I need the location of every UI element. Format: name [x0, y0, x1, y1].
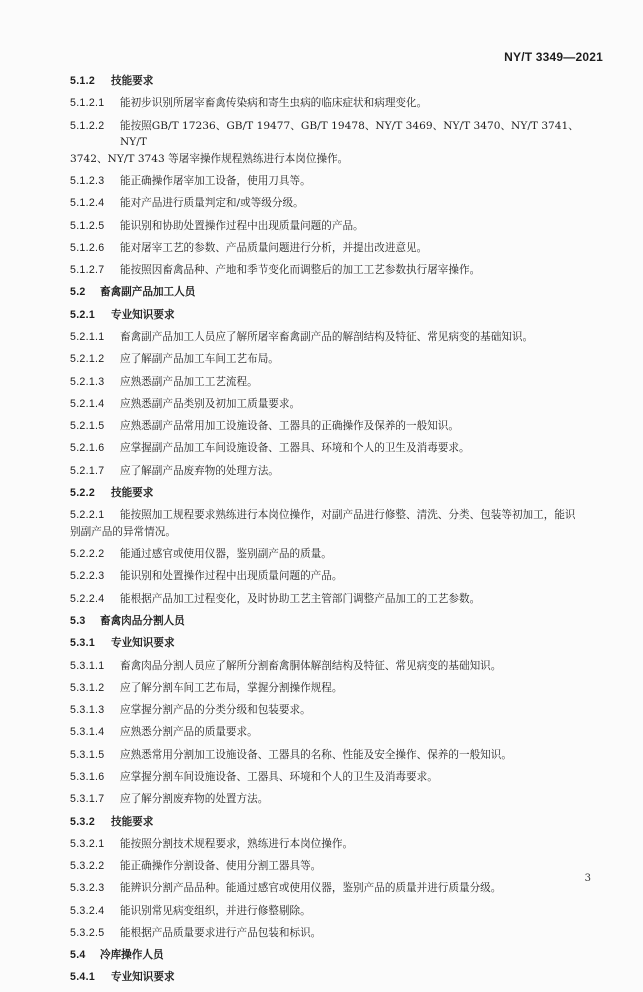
clause-text-line: 能根据产品加工过程变化，及时协助工艺主管部门调整产品加工的工艺参数。: [120, 592, 481, 605]
clause-text: [120, 903, 602, 920]
clause-number: 5.4.1: [70, 971, 96, 984]
clause-text: [120, 262, 602, 279]
clause-text-continuation: 别副产品的异常情况。: [70, 525, 176, 538]
clause-number: 5.1.2.3: [70, 175, 105, 188]
clause-item: [70, 95, 602, 112]
clause-item: [70, 747, 602, 764]
clause-text: [111, 73, 602, 90]
section-heading: [70, 969, 602, 986]
clause-number: 5.3.1.7: [70, 793, 105, 806]
clause-text-line: 技能要求: [111, 75, 154, 87]
clause-item: [70, 118, 602, 168]
clause-text: [120, 195, 602, 212]
clause-text-line: 畜禽肉品分割人员: [100, 614, 185, 627]
section-heading: [70, 613, 602, 630]
clause-text-line: 畜禽副产品加工人员应了解所屠宰畜禽副产品的解剖结构及特征、常见病变的基础知识。: [120, 331, 534, 343]
section-heading: [70, 485, 602, 502]
clause-number: 5.3.2.5: [70, 926, 105, 939]
standard-number-header: NY/T 3349—2021: [504, 50, 603, 64]
clause-number: 5.1.2.2: [70, 119, 105, 132]
clause-number: 5.2.1: [70, 308, 96, 321]
clause-item: [70, 262, 602, 279]
clause-number: 5.3.1: [70, 637, 96, 650]
clause-number: 5.2.2.1: [70, 509, 105, 522]
clause-number: 5.1.2.7: [70, 264, 105, 277]
clause-item: [70, 507, 602, 540]
clause-text: [120, 240, 602, 257]
clause-text: [120, 591, 602, 608]
clause-text: [100, 613, 602, 630]
clause-text-line: 冷库操作人员: [100, 949, 164, 962]
clause-item: [70, 791, 602, 808]
clause-text: [111, 485, 602, 502]
clause-number: 5.1.2.6: [70, 241, 105, 254]
clause-text-line: 应熟悉分割产品的质量要求。: [120, 726, 258, 739]
clause-number: 5.3.1.1: [70, 659, 105, 672]
clause-number: 5.2.1.4: [70, 397, 105, 410]
clause-text-line: 应掌握分割产品的分类分级和包装要求。: [120, 704, 311, 717]
clause-text-line: 能按照加工规程要求熟练进行本岗位操作，对副产品进行修整、清洗、分类、包装等初加工，能识: [120, 509, 576, 522]
section-heading: [70, 284, 602, 301]
clause-text: [120, 747, 602, 764]
clause-item: [70, 546, 602, 563]
clause-number: 5.2.1.1: [70, 331, 105, 343]
clause-text: [120, 351, 602, 368]
clause-text-line: 应熟悉常用分割加工设施设备、工器具的名称、性能及安全操作、保养的一般知识。: [120, 748, 512, 761]
clause-item: [70, 351, 602, 368]
clause-text-line: 应掌握分割车间设施设备、工器具、环境和个人的卫生及消毒要求。: [120, 770, 438, 783]
clause-text-line: 应了解分割废弃物的处置方法。: [120, 793, 269, 806]
clause-item: [70, 658, 602, 675]
clause-text: [111, 969, 602, 986]
clause-text: [111, 635, 602, 652]
clause-text: [120, 440, 602, 457]
clause-number: 5.3.1.3: [70, 704, 105, 717]
section-heading: [70, 814, 602, 831]
clause-text: [120, 925, 602, 942]
clause-text-line: 应了解副产品加工车间工艺布局。: [120, 353, 279, 366]
clause-item: [70, 591, 602, 608]
clause-number: 5.3.2: [70, 815, 96, 828]
clause-text-line: 专业知识要求: [111, 637, 175, 650]
clause-number: 5.3: [70, 614, 86, 627]
clause-item: [70, 836, 602, 853]
clause-text: [120, 836, 602, 853]
clause-item: [70, 418, 602, 435]
clause-text-line: 能对屠宰工艺的参数、产品质量问题进行分析，并提出改进意见。: [120, 241, 428, 254]
clause-text-line: 能对产品进行质量判定和/或等级分级。: [120, 197, 304, 210]
clause-text-line: 应掌握副产品加工车间设施设备、工器具、环境和个人的卫生及消毒要求。: [120, 442, 470, 455]
clause-text-line: 能按照因畜禽品种、产地和季节变化而调整后的加工工艺参数执行屠宰操作。: [120, 264, 481, 277]
clause-number: 5.3.2.4: [70, 904, 105, 917]
clause-text-line: 能初步识别所屠宰畜禽传染病和寄生虫病的临床症状和病理变化。: [120, 97, 428, 110]
clause-text: [100, 947, 602, 964]
section-heading: [70, 307, 602, 324]
clause-item: [70, 880, 602, 897]
page-number: 3: [584, 873, 591, 884]
clause-text-line: 能通过感官或使用仪器，鉴别副产品的质量。: [120, 548, 332, 561]
clause-number: 5.1.2: [70, 75, 96, 87]
clause-text: [111, 814, 602, 831]
clause-text-line: 技能要求: [111, 486, 154, 499]
clause-text-line: 畜禽肉品分割人员应了解所分割畜禽胴体解剖结构及特征、常见病变的基础知识。: [120, 659, 502, 672]
clause-text: [120, 791, 602, 808]
clause-number: 5.1.2.1: [70, 97, 105, 110]
clause-text: [120, 396, 602, 413]
clause-text-line: 专业知识要求: [111, 971, 175, 984]
clause-number: 5.2.2.4: [70, 592, 105, 605]
clause-text: [120, 418, 602, 435]
clause-text: [120, 724, 602, 741]
clause-number: 5.2.2.2: [70, 548, 105, 561]
clause-text: [120, 95, 602, 112]
clause-text-line: 应了解副产品废弃物的处理方法。: [120, 464, 279, 477]
clause-text: [120, 680, 602, 697]
clause-item: [70, 568, 602, 585]
clause-text-line: 能正确操作屠宰加工设备，使用刀具等。: [120, 175, 311, 188]
clause-number: 5.2.1.7: [70, 464, 105, 477]
clause-item: [70, 440, 602, 457]
clause-number: 5.2.1.3: [70, 375, 105, 388]
clause-number: 5.2.1.6: [70, 442, 105, 455]
clause-text-line: 应熟悉副产品常用加工设施设备、工器具的正确操作及保养的一般知识。: [120, 420, 459, 433]
clause-number: 5.2.2.3: [70, 570, 105, 583]
clause-number: 5.3.2.3: [70, 882, 105, 895]
clause-text-line: 能识别和处置操作过程中出现质量问题的产品。: [120, 570, 343, 583]
clause-item: [70, 925, 602, 942]
clause-number: 5.3.2.2: [70, 860, 105, 873]
clause-number: 5.1.2.4: [70, 197, 105, 210]
clause-text: [100, 284, 602, 301]
clause-text: [120, 329, 602, 346]
section-heading: [70, 73, 602, 90]
clause-text: [120, 374, 602, 391]
clause-text-line: 能按照GB/T 17236、GB/T 19477、GB/T 19478、NY/T 3469、NY/T 3470、NY/T 3741、NY/T: [120, 119, 579, 149]
clause-text-line: 应熟悉副产品加工工艺流程。: [120, 375, 258, 388]
clause-item: [70, 702, 602, 719]
section-heading: [70, 947, 602, 964]
clause-number: 5.3.1.5: [70, 748, 105, 761]
clause-text: [120, 880, 602, 897]
clause-text-line: 能正确操作分割设备、使用分割工器具等。: [120, 860, 322, 873]
clause-text-line: 能辨识分割产品品种。能通过感官或使用仪器，鉴别产品的质量并进行质量分级。: [120, 882, 502, 895]
clause-item: [70, 218, 602, 235]
clause-item: [70, 329, 602, 346]
clause-number: 5.3.2.1: [70, 837, 105, 850]
clause-text-line: 应了解分割车间工艺布局，掌握分割操作规程。: [120, 681, 343, 694]
clause-item: [70, 769, 602, 786]
clause-text-continuation: 3742、NY/T 3743 等屠宰操作规程熟练进行本岗位操作。: [70, 152, 349, 165]
clause-text: [120, 568, 602, 585]
clause-item: [70, 724, 602, 741]
clause-text: [120, 546, 602, 563]
clause-text: [120, 218, 602, 235]
clause-text: [120, 173, 602, 190]
document-body: [70, 73, 602, 992]
clause-text-line: 能按照分割技术规程要求，熟练进行本岗位操作。: [120, 837, 354, 850]
clause-item: [70, 858, 602, 875]
clause-number: 5.3.1.6: [70, 770, 105, 783]
clause-item: [70, 240, 602, 257]
clause-number: 5.2.2: [70, 486, 96, 499]
clause-text-line: 能识别常见病变组织，并进行修整剔除。: [120, 904, 311, 917]
clause-text: [120, 702, 602, 719]
clause-text-line: 应熟悉副产品类别及初加工质量要求。: [120, 397, 301, 410]
clause-item: [70, 195, 602, 212]
clause-text-line: 技能要求: [111, 815, 154, 828]
clause-text: [120, 463, 602, 480]
clause-item: [70, 374, 602, 391]
clause-text: [120, 858, 602, 875]
clause-number: 5.2.1.5: [70, 420, 105, 433]
clause-text: [120, 658, 602, 675]
clause-text-line: 畜禽副产品加工人员: [100, 286, 196, 299]
clause-item: [70, 680, 602, 697]
clause-number: 5.2: [70, 286, 86, 299]
clause-text-line: 专业知识要求: [111, 308, 175, 321]
clause-number: 5.2.1.2: [70, 353, 105, 366]
clause-item: [70, 396, 602, 413]
clause-text-line: 能识别和协助处置操作过程中出现质量问题的产品。: [120, 219, 364, 232]
section-heading: [70, 635, 602, 652]
clause-number: 5.3.1.4: [70, 726, 105, 739]
clause-number: 5.3.1.2: [70, 681, 105, 694]
clause-item: [70, 173, 602, 190]
clause-text-line: 能根据产品质量要求进行产品包装和标识。: [120, 926, 322, 939]
clause-number: 5.4: [70, 949, 86, 962]
clause-text: [111, 307, 602, 324]
clause-item: [70, 463, 602, 480]
clause-item: [70, 903, 602, 920]
clause-number: 5.1.2.5: [70, 219, 105, 232]
clause-text: [120, 769, 602, 786]
